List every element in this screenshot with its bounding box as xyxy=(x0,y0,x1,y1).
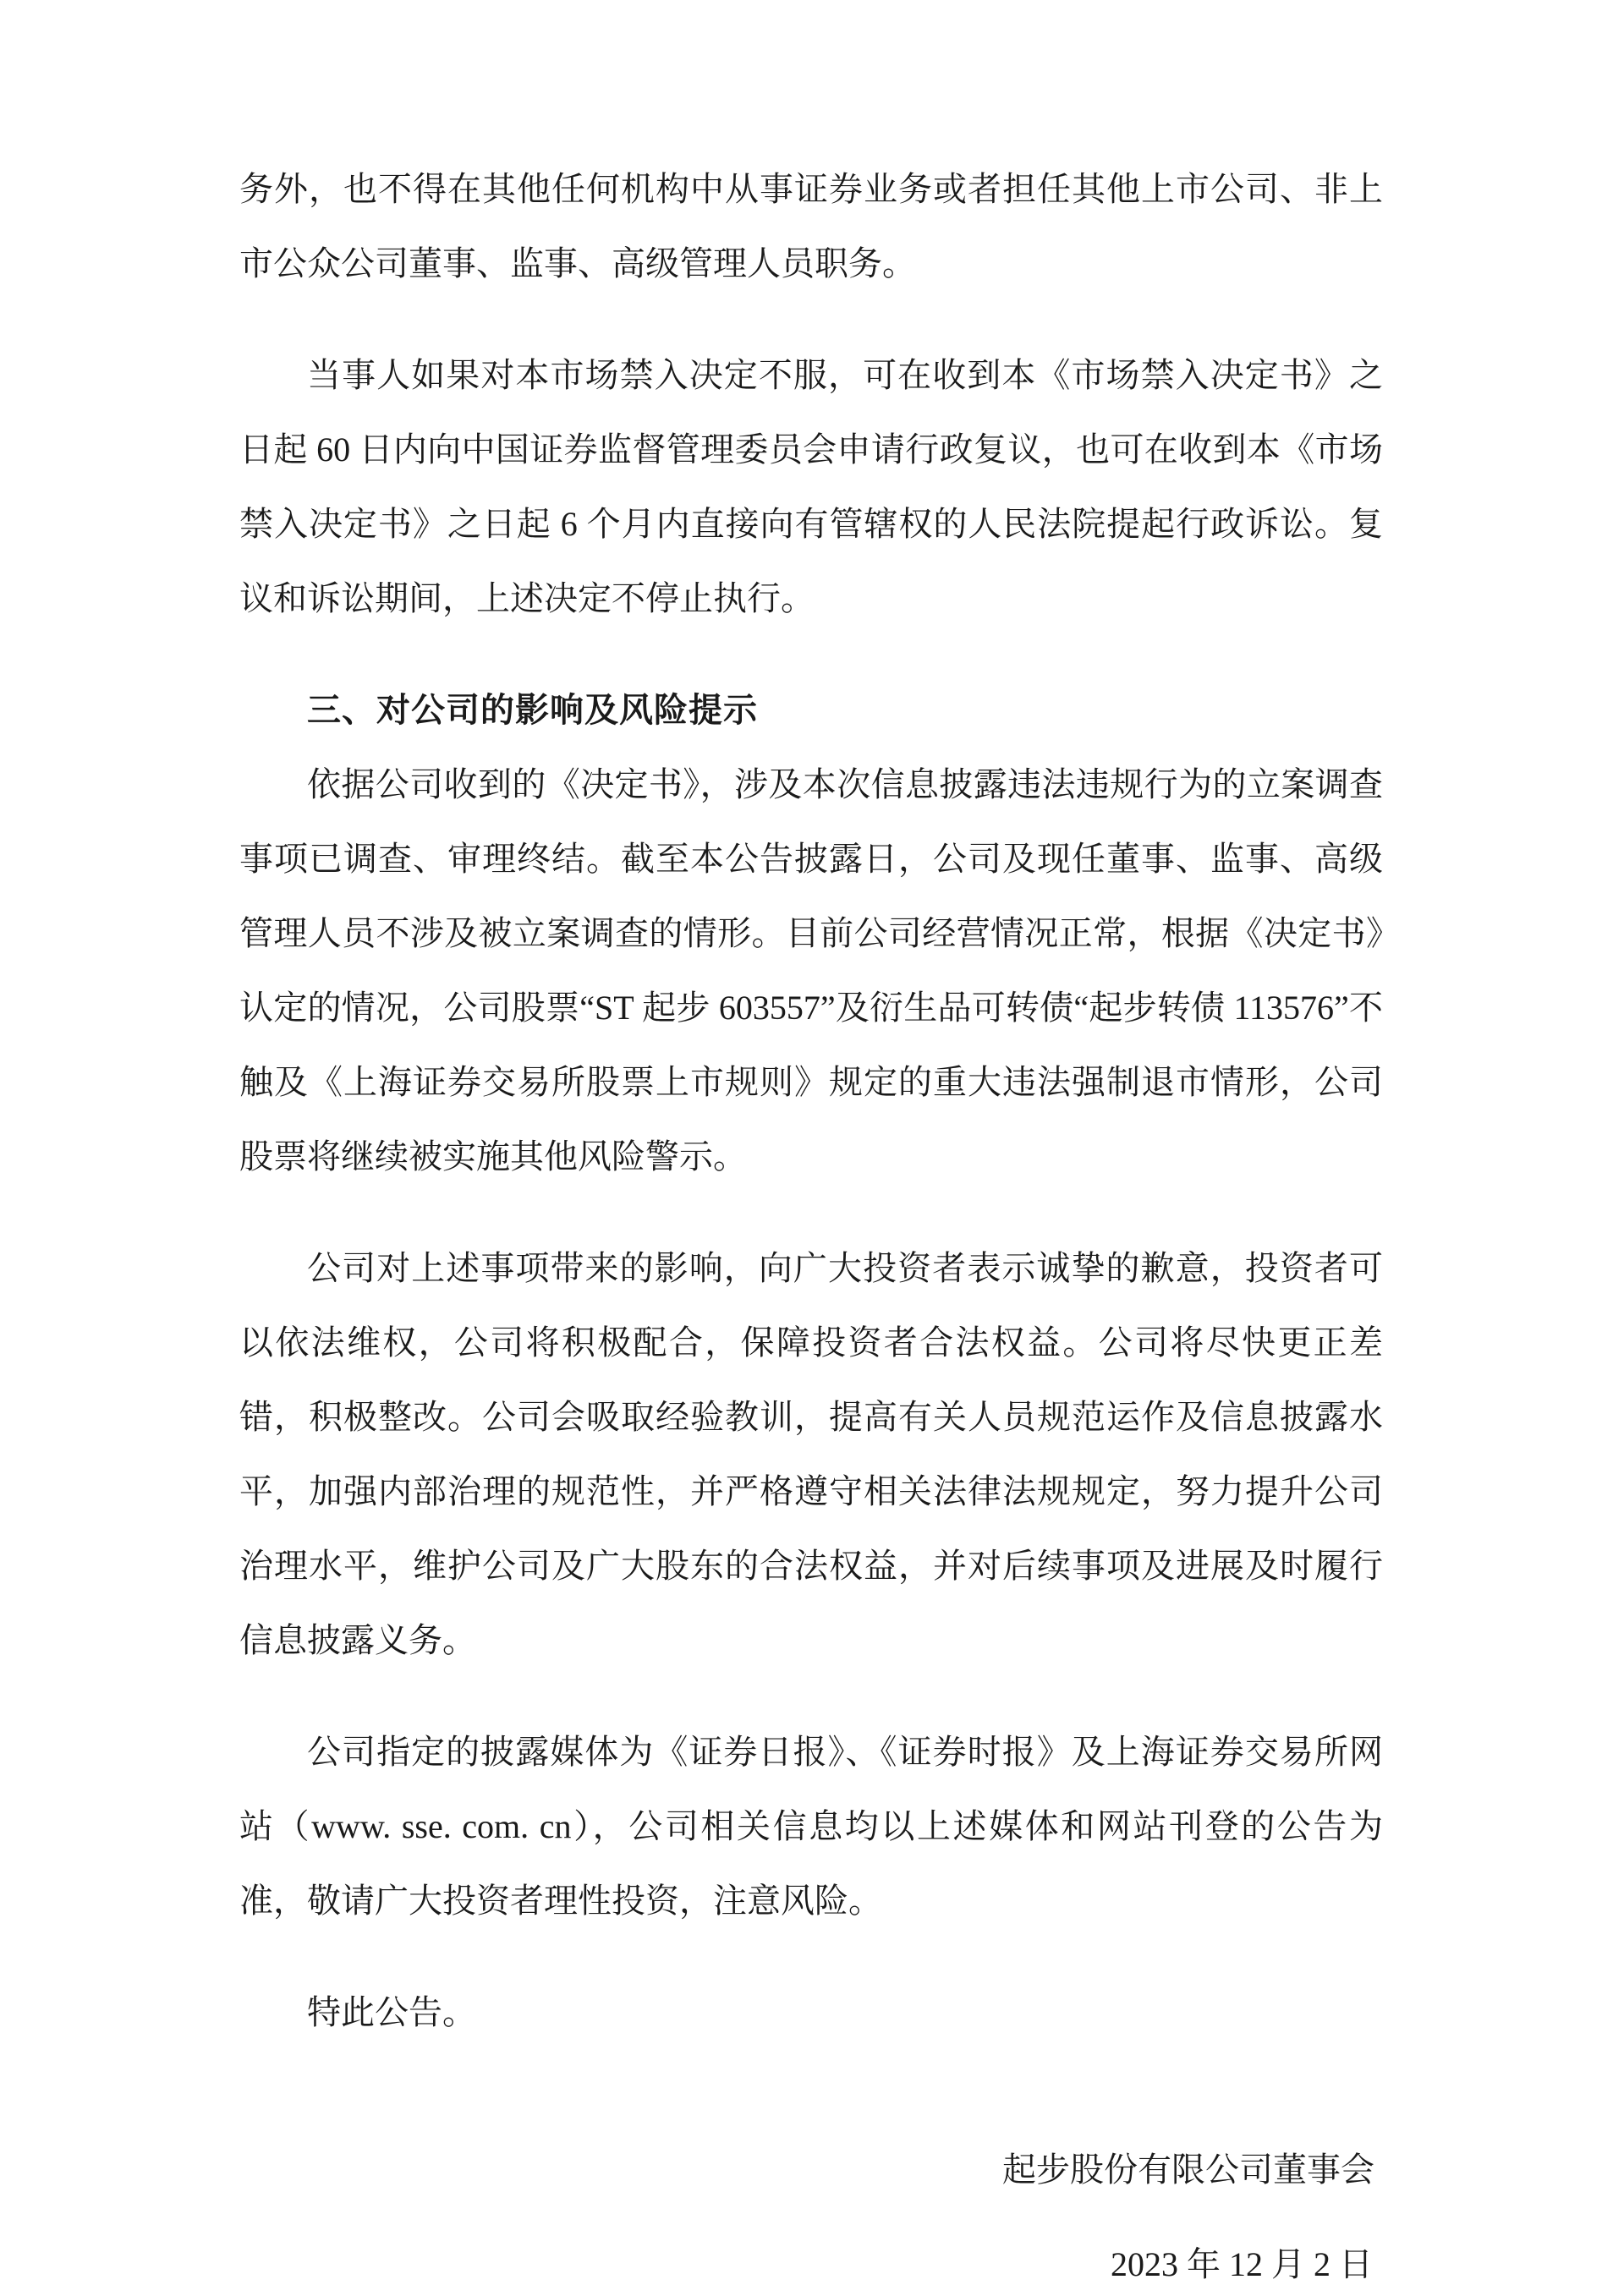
paragraph-investigation-status: 依据公司收到的《决定书》，涉及本次信息披露违法违规行为的立案调查事项已调查、审理终结。截至本公告披露日，公司及现任董事、监事、高级管理人员不涉及被立案调查的情形。目前公司经营情况正常，根据《决定书》认定的情况，公司股票“ST 起步 603557”及衍生品可转债“起步转债 113576”不触及《上海证券交易所股票上市规则》规定的重大违法强制退市情形，公司股票将继续被实施其他风险警示。 xyxy=(239,765,1383,1175)
section-heading-three: 三、对公司的影响及风险提示 xyxy=(307,692,758,729)
signature-block xyxy=(239,2123,1383,2296)
paragraph-designated-media: 公司指定的披露媒体为《证券日报》、《证券时报》及上海证券交易所网站（www. sse. com. cn），公司相关信息均以上述媒体和网站刊登的公告为准，敬请广大投资者理性投资，注意风险。 xyxy=(239,1733,1383,1920)
document-content xyxy=(239,152,1383,2296)
paragraph-appeal-rights: 当事人如果对本市场禁入决定不服，可在收到本《市场禁入决定书》之日起 60 日内向中国证券监督管理委员会申请行政复议，也可在收到本《市场禁入决定书》之日起 6 个月内直接向有管辖权的人民法院提起行政诉讼。复议和诉讼期间，上述决定不停止执行。 xyxy=(239,356,1383,617)
paragraph-apology-and-rectification: 公司对上述事项带来的影响，向广大投资者表示诚挚的歉意，投资者可以依法维权，公司将积极配合，保障投资者合法权益。公司将尽快更正差错，积极整改。公司会吸取经验教训，提高有关人员规范运作及信息披露水平，加强内部治理的规范性，并严格遵守相关法律法规规定，努力提升公司治理水平，维护公司及广大股东的合法权益，并对后续事项及进展及时履行信息披露义务。 xyxy=(239,1249,1383,1659)
paragraph-closing-statement: 特此公告。 xyxy=(307,1993,476,2031)
paragraph-continuation: 务外，也不得在其他任何机构中从事证券业务或者担任其他上市公司、非上市公众公司董事、监事、高级管理人员职务。 xyxy=(239,170,1383,282)
signature-company: 起步股份有限公司董事会 xyxy=(1002,2151,1374,2189)
signature-date: 2023 年 12 月 2 日 xyxy=(1111,2245,1373,2283)
